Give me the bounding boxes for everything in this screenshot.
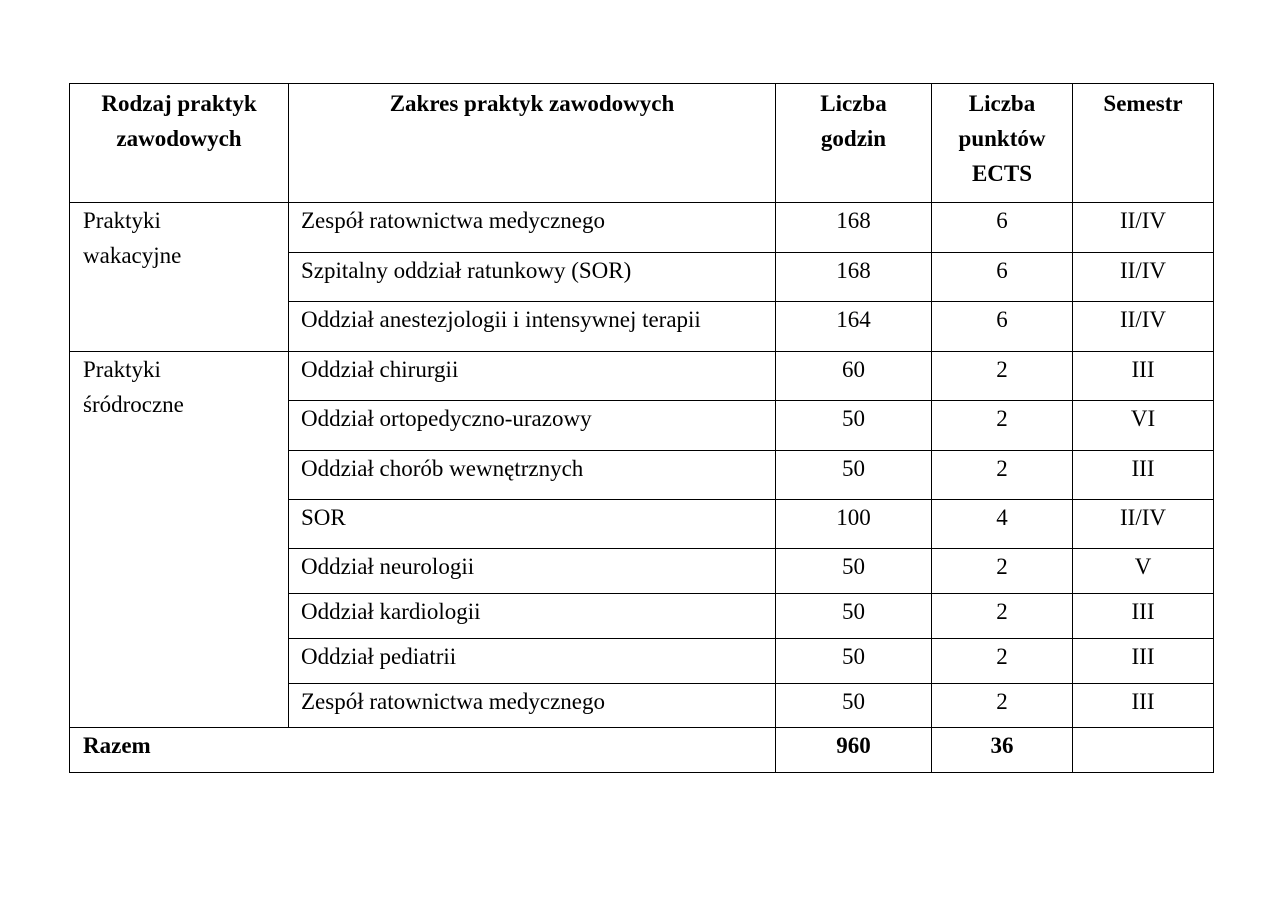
semester-cell: III <box>1073 352 1214 401</box>
header-hours <box>776 84 932 203</box>
ects-cell: 2 <box>932 594 1073 639</box>
total-ects: 36 <box>932 728 1073 773</box>
hours-cell: 50 <box>776 594 932 639</box>
semester-cell: VI <box>1073 401 1214 451</box>
group-type-cell <box>70 203 289 352</box>
scope-cell: Szpitalny oddział ratunkowy (SOR) <box>289 253 776 302</box>
header-row <box>70 84 1214 203</box>
semester-cell: III <box>1073 639 1214 684</box>
scope-cell: SOR <box>289 500 776 549</box>
scope-cell: Zespół ratownictwa medycznego <box>289 684 776 728</box>
scope-cell: Oddział kardiologii <box>289 594 776 639</box>
hours-cell: 50 <box>776 401 932 451</box>
header-ects-text: Liczba punktów ECTS <box>958 91 1046 186</box>
hours-cell: 60 <box>776 352 932 401</box>
hours-cell: 168 <box>776 203 932 253</box>
semester-cell: II/IV <box>1073 500 1214 549</box>
ects-cell: 6 <box>932 302 1073 352</box>
header-type <box>70 84 289 203</box>
semester-cell: III <box>1073 451 1214 500</box>
scope-cell: Oddział anestezjologii i intensywnej terapii <box>289 302 776 352</box>
table-row <box>70 203 1214 253</box>
hours-cell: 168 <box>776 253 932 302</box>
group-type-label: Praktyki śródroczne <box>83 357 184 417</box>
header-type-text: Rodzaj praktyk zawodowych <box>101 91 257 151</box>
total-semester <box>1073 728 1214 773</box>
scope-cell: Oddział chirurgii <box>289 352 776 401</box>
table-row <box>70 352 1214 401</box>
group-type-cell <box>70 352 289 728</box>
ects-cell: 4 <box>932 500 1073 549</box>
hours-cell: 164 <box>776 302 932 352</box>
ects-cell: 2 <box>932 451 1073 500</box>
hours-cell: 100 <box>776 500 932 549</box>
ects-cell: 2 <box>932 401 1073 451</box>
semester-cell: V <box>1073 549 1214 594</box>
semester-cell: III <box>1073 594 1214 639</box>
group-type-label: Praktyki wakacyjne <box>83 208 182 268</box>
ects-cell: 2 <box>932 684 1073 728</box>
ects-cell: 2 <box>932 549 1073 594</box>
header-hours-text: Liczba godzin <box>820 91 887 151</box>
scope-cell: Oddział ortopedyczno-urazowy <box>289 401 776 451</box>
ects-cell: 6 <box>932 253 1073 302</box>
header-semester: Semestr <box>1073 84 1214 203</box>
header-ects <box>932 84 1073 203</box>
scope-cell: Zespół ratownictwa medycznego <box>289 203 776 253</box>
hours-cell: 50 <box>776 684 932 728</box>
scope-cell: Oddział neurologii <box>289 549 776 594</box>
hours-cell: 50 <box>776 639 932 684</box>
total-hours: 960 <box>776 728 932 773</box>
ects-cell: 2 <box>932 352 1073 401</box>
semester-cell: II/IV <box>1073 302 1214 352</box>
hours-cell: 50 <box>776 451 932 500</box>
semester-cell: III <box>1073 684 1214 728</box>
scope-cell: Oddział pediatrii <box>289 639 776 684</box>
ects-cell: 6 <box>932 203 1073 253</box>
practice-table <box>69 83 1214 773</box>
semester-cell: II/IV <box>1073 253 1214 302</box>
header-scope: Zakres praktyk zawodowych <box>289 84 776 203</box>
semester-cell: II/IV <box>1073 203 1214 253</box>
ects-cell: 2 <box>932 639 1073 684</box>
total-row <box>70 728 1214 773</box>
scope-cell: Oddział chorób wewnętrznych <box>289 451 776 500</box>
total-label: Razem <box>70 728 776 773</box>
hours-cell: 50 <box>776 549 932 594</box>
